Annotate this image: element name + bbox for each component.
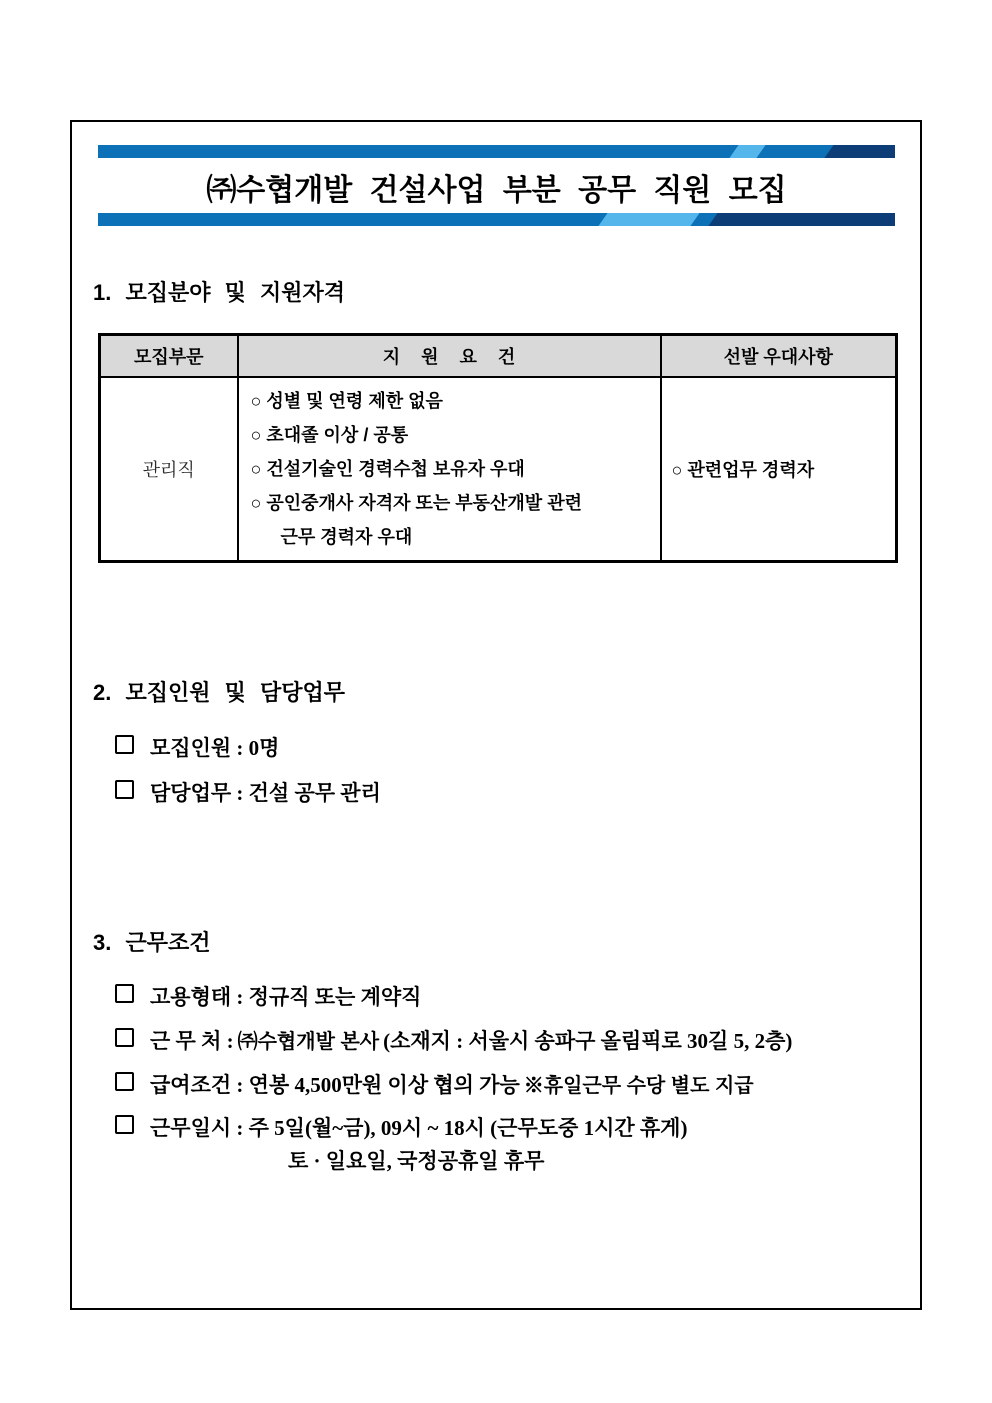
requirement-item-continuation: 근무 경력자 우대 xyxy=(280,526,413,547)
checkbox-icon xyxy=(115,984,134,1003)
table-row xyxy=(100,377,897,562)
category-cell: 관리직 xyxy=(100,377,238,562)
checkbox-icon xyxy=(115,735,134,754)
bar-segment-dark xyxy=(708,213,895,226)
work-hours-continuation: 토 · 일요일, 국정공휴일 휴무 xyxy=(288,1149,545,1173)
list-item-salary xyxy=(115,1069,754,1099)
checkbox-icon xyxy=(115,1028,134,1047)
section2-heading: 2. 모집인원 및 담당업무 xyxy=(93,680,345,705)
list-item-text: 고용형태 : 정규직 또는 계약직 xyxy=(150,985,422,1009)
table-header-row xyxy=(100,335,897,377)
section3-heading: 3. 근무조건 xyxy=(93,930,211,955)
page-title: ㈜수협개발 건설사업 부분 공무 직원 모집 xyxy=(206,174,787,207)
bar-segment-primary xyxy=(98,145,895,158)
list-item-text: 급여조건 : 연봉 4,500만원 이상 협의 가능 xyxy=(150,1073,520,1097)
salary-note: ※휴일근무 수당 별도 지급 xyxy=(523,1075,754,1097)
col-header-category: 모집부문 xyxy=(100,335,238,377)
list-item-employment-type xyxy=(115,981,421,1011)
col-header-requirements: 지 원 요 건 xyxy=(238,335,661,377)
requirement-item: ○ 공인중개사 자격자 또는 부동산개발 관련 xyxy=(250,492,582,513)
list-item-text: 근무일시 : 주 5일(월~금), 09시 ~ 18시 (근무도중 1시간 휴게) xyxy=(150,1116,688,1140)
list-item-label: 근 무 처 : xyxy=(150,1029,234,1053)
col-header-preference: 선발 우대사항 xyxy=(661,335,897,377)
requirement-item: ○ 성별 및 연령 제한 없음 xyxy=(250,390,443,411)
bar-segment-dark xyxy=(824,145,895,158)
checkbox-icon xyxy=(115,1072,134,1091)
recruitment-table xyxy=(98,333,898,563)
title-bottom-bar xyxy=(98,213,895,226)
preference-cell: ○ 관련업무 경력자 xyxy=(661,377,897,562)
title-top-bar xyxy=(98,145,895,158)
requirement-item: ○ 건설기술인 경력수첩 보유자 우대 xyxy=(250,458,525,479)
checkbox-icon xyxy=(115,780,134,799)
list-item-recruit-count xyxy=(115,732,279,762)
checkbox-icon xyxy=(115,1115,134,1134)
requirements-cell xyxy=(238,377,661,562)
section1-heading: 1. 모집분야 및 지원자격 xyxy=(93,280,345,305)
list-item-text: 모집인원 : 0명 xyxy=(150,736,280,760)
company-name: ㈜수협개발 본사 xyxy=(237,1031,380,1053)
bar-segment-light xyxy=(598,213,699,226)
list-item-text: 담당업무 : 건설 공무 관리 xyxy=(150,781,381,805)
list-item-workplace xyxy=(115,1025,792,1055)
requirement-item: ○ 초대졸 이상 / 공통 xyxy=(250,424,409,445)
list-item-duties xyxy=(115,777,381,807)
list-item-work-hours xyxy=(115,1112,687,1142)
workplace-address: (소재지 : 서울시 송파구 올림픽로 30길 5, 2층) xyxy=(383,1029,793,1053)
